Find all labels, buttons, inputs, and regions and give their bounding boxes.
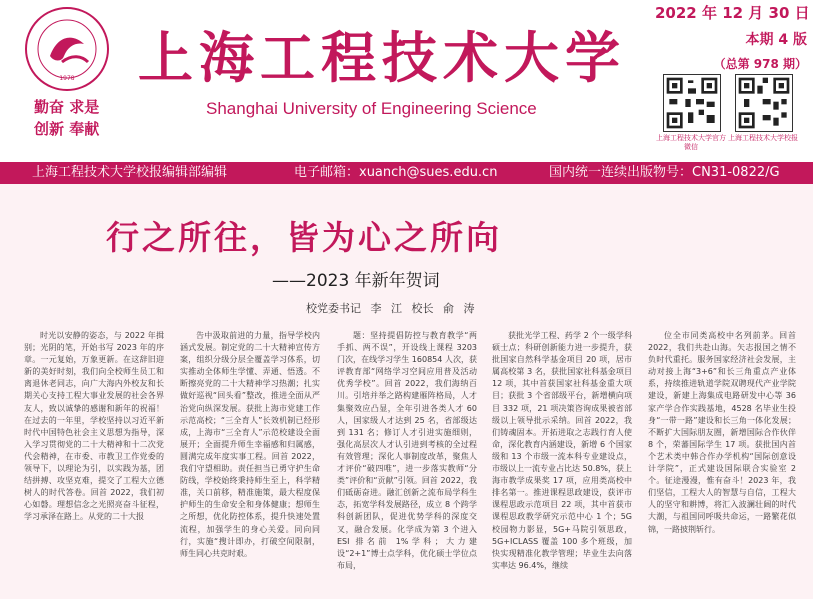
contact-email[interactable]: 电子邮箱：xuanch@sues.edu.cn	[294, 165, 498, 180]
publication-number: 国内统一连续出版物号：CN31-0822/G	[549, 165, 780, 180]
svg-text:1978: 1978	[59, 75, 75, 82]
info-bar	[0, 162, 813, 184]
motto-line-2: 创新 奉献	[34, 120, 100, 138]
newspaper-title-cn: 上海工程技术大学	[138, 25, 627, 90]
article-column-5	[648, 330, 796, 598]
wechat-qr-label: 上海工程技术大学官方微信	[656, 134, 726, 151]
school-motto	[34, 96, 124, 140]
column-text: 告中汲取前进的力量，指导学校内涵式发展。制定党的二十大精神宣传方案，组织分级分层全覆盖学习体系，切实推动全体师生学懂、弄通、悟透。不断擦亮党的二十大精神学习热潮；扎实做好巡视“回头看”整改，推进全面从严治党向纵深发展。获批上海市党建工作示范高校；“三全育人”长效机制已经形成，上海市“三全育人”示范校建设全面展开；全面提升师生幸福感和归属感，圆满完成年度实事工程。回首 2022，我们守望相助。责任担当已勇守护生命防线，学校始终秉持师生至上，科学精准，关口前移，精准施策，最大程度保护师生的生命安全和身体健康；想师生之所想，优化防控体系，提升快速处置流程，加强学生的身心关爱。同向同行，实施“搜计即办，打破空间限制，师生同心共克时艰。	[180, 331, 320, 558]
masthead	[0, 0, 813, 162]
university-seal-logo	[24, 6, 110, 92]
column-text: 获批光学工程、药学 2 个一级学科硕士点；科研创新能力进一步提升，获批国家自然科学基金项目 20 项，居市属高校第 3 名，获批国家社科基金项目 12 项，其中首获国家社科基金重大项目；获批 3 个省部级平台，新增横向项目 332 项，21 项决策咨询成果被省部级以上领导批示采纳。回首 2022，我们铸魂固本。开拓进取之志践行育人使命，深化教育内涵建设，新增 6 个国家级和 13 个市级一流本科专业建设点，市级以上一流专业占比达 50.8%，获上海市教学成果奖 17 项，应用类高校中排名第一。推进课程思政建设，获评市课程思政示范项目 22 项，其中首获市课程思政教学研究示范中心 1 个；5G 校园物力影显，5G+马院引领思政，5G+ICLASS 覆盖 100 多个班级，加快实现精准化教学管理；毕业生去向落实率达 96.4%，继续	[492, 331, 632, 570]
column-text: 题：坚持提倡防控与教育教学“两手抓、两不误”，开设线上课程 3203 门次，在线学习学生 160854 人次，获评教育部“网络学习空间应用普及活动优秀学校”。回首 2022，我们海纳百川。引培并举之路构建雁阵格局，人才集聚效应凸显，全年引进各类人才 60 人，国家级人才达到 25 名，省部级达到 131 名；修订人才引进实施细则，强化高层次人才认引进到考核的全过程有效管理；深化人事制度改革，聚焦人才评价“破四唯”，进一步落实教师“分类”评价和“贡献”引领。回首 2022，我们砥砺奋进。融汇创新之流布局学科生态，拓宽学科发展路径，成立 8 个跨学科创新团队，促进优势学科的深度交叉，融合发展。化学成为第 3 个进入 ESI 排名前 1%学科；大力建设“2+1”博士点学科，优化硕士学位点布局，	[337, 331, 477, 570]
motto-line-1: 勤奋 求是	[34, 98, 100, 116]
issue-info	[655, 2, 810, 72]
newspaper-title-en: Shanghai University of Engineering Science	[206, 99, 537, 118]
article-column-3	[337, 330, 477, 598]
issue-total-number: （总第 978 期）	[713, 57, 807, 71]
article-column-2	[180, 330, 320, 598]
column-text: 时光以安静的姿态，与 2022 年揖别；光阴的笔，开始书写 2023 年的序章。一元复始，万象更新。在这辞旧迎新的美好时刻，我们向全校师生员工和离退休老同志，向广大海内外校友和长期关心支持工程大事业发展的社会各界友人，致以诚挚的感谢和新年的祝福！在过去的一年里，学校坚持以习近平新时代中国特色社会主义思想为指导，深入学习贯彻党的二十大精神和十二次党代会精神，在市委、市教卫工作党委的领导下，以理论为引，以实践为基，团结拼搏、攻坚克难，提交了工程大立德树人的时代答卷。回首 2022，我们初心如磐。理想信念之光照亮奋斗征程，学习承泽在路上。从党的二十大报	[24, 331, 164, 522]
issue-date: 2022 年 12 月 30 日	[655, 4, 810, 22]
wechat-qr-code[interactable]	[663, 74, 721, 132]
column-text: 位全市同类高校中名列前茅。回首 2022，我们共赴山海。矢志报国之情不负时代重托。服务国家经济社会发展，主动对接上海“3+6”和长三角重点产业体系，持续推进轨道学院双聘现代产业学院建设，新建上海集成电路研发中心等 36 家产学合作实践基地，4528 名毕业生投身“一带一路”建设和长三角一体化发展；不断扩大国际朋友圈，新增国际合作伙伴 8 个，荣蕃国际学生 17 项。获批国内首个艺术类中韩合作办学机构“国际创意设计学院”，正式建设国际联合实验室 2 个。征途漫漫，惟有奋斗！2023 年，我们坚信，工程大人的智慧与自信，工程大人的坚守和耕博，将汇入波澜壮阔的时代大潮，与祖国同呼吸共命运，一路繁花似锦，一路披荆斩行。	[648, 331, 796, 534]
article-byline: 校党委书记 李 江 校长 俞 涛	[306, 302, 475, 315]
editor-credit: 上海工程技术大学校报编辑部编辑	[32, 165, 228, 180]
article-column-1	[24, 330, 164, 598]
article-column-4	[492, 330, 632, 598]
newspaper-qr-label: 上海工程技术大学校报	[728, 134, 798, 142]
article-headline: 行之所往，皆为心之所向	[106, 218, 502, 257]
newspaper-qr-code[interactable]	[735, 74, 793, 132]
article-subtitle: ——2023 年新年贺词	[272, 271, 440, 291]
issue-pages: 本期 4 版	[745, 32, 807, 48]
